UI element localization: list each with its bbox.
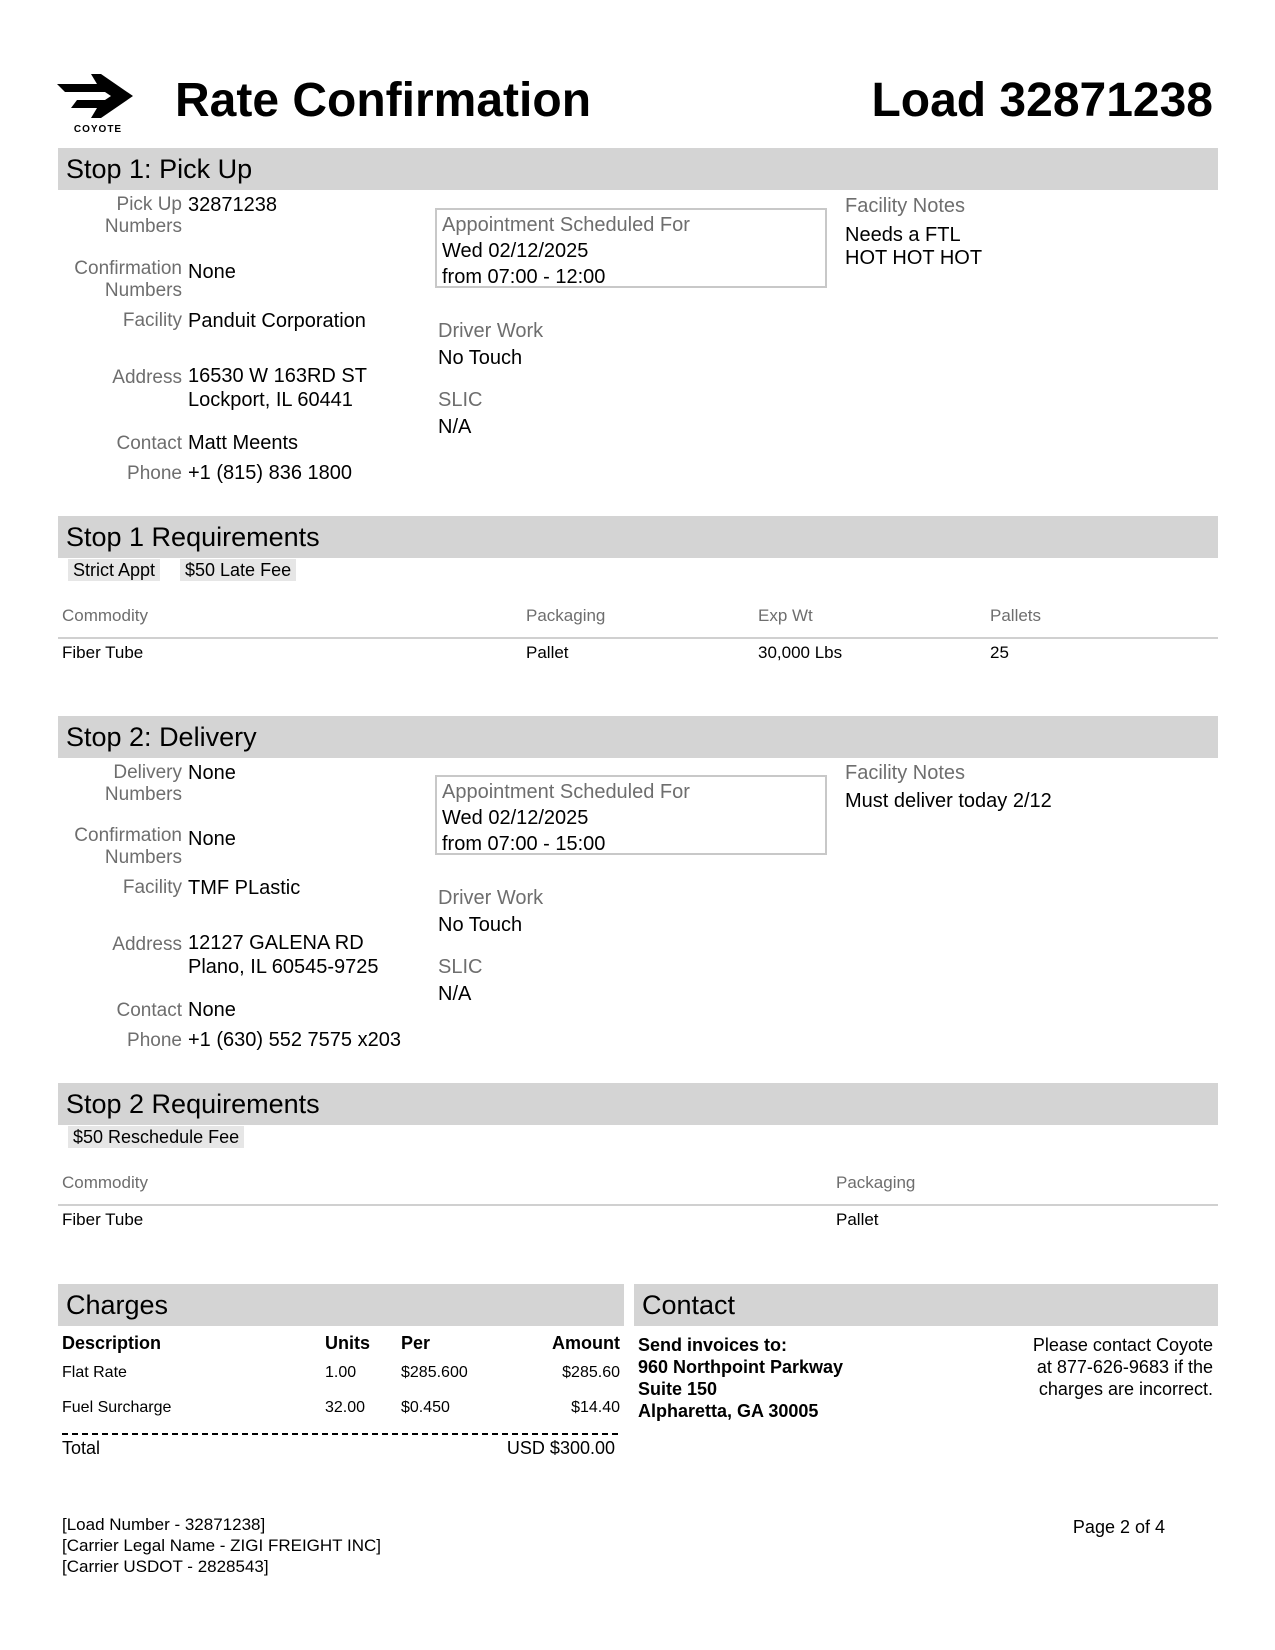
- stop2-requirements-title: Stop 2 Requirements: [66, 1089, 320, 1119]
- stop1-contact-label: Contact: [116, 433, 182, 454]
- stop2-address-label: Address: [112, 934, 182, 955]
- stop2-appt-time: from 07:00 - 15:00: [442, 833, 606, 855]
- charges-title: Charges: [66, 1290, 169, 1320]
- charges-row2-units: 32.00: [325, 1399, 366, 1416]
- charges-row2-description: Fuel Surcharge: [62, 1399, 172, 1416]
- stop2-title: Stop 2: Delivery: [66, 722, 257, 752]
- stop1-numbers-label: Pick Up Numbers: [104, 194, 182, 237]
- contact-note-line2: at 877-626-9683 if the: [1036, 1357, 1213, 1377]
- stop1-driver-work-value: No Touch: [438, 347, 523, 369]
- stop1-appt-label: Appointment Scheduled For: [442, 214, 690, 236]
- stop1-appointment-box: [435, 208, 827, 288]
- stop1-tag-strict-appt: Strict Appt: [68, 559, 160, 581]
- stop1-row-exp-wt: 30,000 Lbs: [758, 643, 843, 662]
- stop1-facility-label: Facility: [122, 310, 182, 331]
- contact-title: Contact: [642, 1290, 736, 1320]
- stop1-row-pallets: 25: [990, 643, 1009, 662]
- footer-load-number: [Load Number - 32871238]: [62, 1515, 266, 1534]
- stop2-table-divider: [58, 1204, 1218, 1206]
- stop1-requirements-title: Stop 1 Requirements: [66, 522, 320, 552]
- stop1-slic-label: SLIC: [438, 389, 483, 411]
- logo-text: COYOTE: [73, 124, 123, 135]
- stop2-facility-label: Facility: [122, 877, 182, 898]
- charges-col-per: Per: [401, 1333, 431, 1353]
- stop1-confirmation-label: Confirmation Numbers: [74, 258, 182, 301]
- stop2-col-commodity: Commodity: [62, 1173, 148, 1192]
- stop2-tag-reschedule-fee: $50 Reschedule Fee: [68, 1126, 244, 1148]
- stop1-confirmation-value: None: [188, 261, 236, 283]
- stop2-phone-value: +1 (630) 552 7575 x203: [188, 1029, 401, 1051]
- stop1-tag-late-fee: $50 Late Fee: [180, 559, 296, 581]
- page-title: Rate Confirmation: [175, 74, 592, 127]
- stop2-appointment-box: [435, 775, 827, 855]
- stop1-col-packaging: Packaging: [526, 606, 606, 625]
- charges-row1-per: $285.600: [401, 1364, 468, 1381]
- stop1-facility-notes-line2: HOT HOT HOT: [845, 247, 983, 269]
- contact-address-line1: 960 Northpoint Parkway: [638, 1357, 844, 1377]
- stop1-title: Stop 1: Pick Up: [66, 154, 253, 184]
- stop1-driver-work-label: Driver Work: [438, 320, 544, 342]
- page-number: Page 2 of 4: [1072, 1517, 1165, 1537]
- stop2-slic-label: SLIC: [438, 956, 483, 978]
- charges-col-description: Description: [62, 1333, 162, 1353]
- charges-row2-amount: $14.40: [571, 1399, 620, 1416]
- coyote-logo-icon: [57, 72, 137, 122]
- stop1-address-line1: 16530 W 163RD ST: [188, 365, 367, 387]
- contact-note-line3: charges are incorrect.: [1038, 1379, 1213, 1399]
- stop2-facility-notes-line1: Must deliver today 2/12: [845, 790, 1052, 812]
- footer-carrier-name: [Carrier Legal Name - ZIGI FREIGHT INC]: [62, 1536, 381, 1555]
- stop2-confirmation-label: Confirmation Numbers: [74, 825, 182, 868]
- coyote-logo: [57, 72, 137, 138]
- stop2-col-packaging: Packaging: [836, 1173, 916, 1192]
- stop1-facility-notes-label: Facility Notes: [845, 195, 966, 217]
- charges-header: [58, 1284, 624, 1326]
- stop2-row-packaging: Pallet: [836, 1210, 879, 1229]
- stop2-appt-label: Appointment Scheduled For: [442, 781, 690, 803]
- stop1-requirements-header: [58, 516, 1218, 558]
- charges-total-divider: [62, 1433, 618, 1435]
- charges-row1-amount: $285.60: [562, 1364, 620, 1381]
- footer-carrier-usdot: [Carrier USDOT - 2828543]: [62, 1557, 269, 1576]
- stop2-confirmation-value: None: [188, 828, 236, 850]
- stop2-contact-label: Contact: [116, 1000, 182, 1021]
- stop1-phone-value: +1 (815) 836 1800: [188, 462, 353, 484]
- stop1-col-pallets: Pallets: [990, 606, 1042, 625]
- stop1-address-label: Address: [112, 367, 182, 388]
- stop2-slic-value: N/A: [438, 983, 472, 1005]
- stop1-table-divider: [58, 637, 1218, 639]
- stop1-phone-label: Phone: [127, 463, 182, 484]
- stop2-address-line2: Plano, IL 60545-9725: [188, 956, 379, 978]
- stop1-numbers-value: 32871238: [188, 194, 277, 216]
- stop1-row-commodity: Fiber Tube: [62, 643, 144, 662]
- stop2-appt-date: Wed 02/12/2025: [442, 807, 589, 829]
- contact-send-label: Send invoices to:: [638, 1335, 788, 1355]
- charges-col-amount: Amount: [552, 1333, 620, 1353]
- stop2-phone-label: Phone: [127, 1030, 182, 1051]
- stop2-numbers-value: None: [188, 762, 236, 784]
- stop1-facility-value: Panduit Corporation: [188, 310, 366, 332]
- contact-header: [634, 1284, 1218, 1326]
- stop1-appt-date: Wed 02/12/2025: [442, 240, 589, 262]
- stop1-slic-value: N/A: [438, 416, 472, 438]
- stop2-facility-notes-label: Facility Notes: [845, 762, 966, 784]
- stop2-driver-work-label: Driver Work: [438, 887, 544, 909]
- charges-total-label: Total: [62, 1438, 101, 1458]
- stop2-contact-value: None: [188, 999, 236, 1021]
- stop1-appt-time: from 07:00 - 12:00: [442, 266, 606, 288]
- stop2-header: [58, 716, 1218, 758]
- stop1-facility-notes-line1: Needs a FTL: [845, 224, 961, 246]
- contact-address-line3: Alpharetta, GA 30005: [638, 1401, 819, 1421]
- charges-row1-units: 1.00: [325, 1364, 357, 1381]
- stop2-address-line1: 12127 GALENA RD: [188, 932, 364, 954]
- stop1-address-line2: Lockport, IL 60441: [188, 389, 353, 411]
- charges-row2-per: $0.450: [401, 1399, 450, 1416]
- load-number-title: Load 32871238: [871, 74, 1213, 127]
- stop1-header: [58, 148, 1218, 190]
- stop1-col-commodity: Commodity: [62, 606, 148, 625]
- contact-address-line2: Suite 150: [638, 1379, 718, 1399]
- stop1-col-exp-wt: Exp Wt: [758, 606, 813, 625]
- charges-total-value: USD $300.00: [506, 1438, 615, 1458]
- stop2-requirements-header: [58, 1083, 1218, 1125]
- contact-note-line1: Please contact Coyote: [1032, 1335, 1213, 1355]
- stop1-contact-value: Matt Meents: [188, 432, 299, 454]
- charges-col-units: Units: [325, 1333, 370, 1353]
- stop2-facility-value: TMF PLastic: [188, 877, 301, 899]
- stop2-row-commodity: Fiber Tube: [62, 1210, 144, 1229]
- stop1-row-packaging: Pallet: [526, 643, 569, 662]
- stop2-driver-work-value: No Touch: [438, 914, 523, 936]
- charges-row1-description: Flat Rate: [62, 1364, 127, 1381]
- stop2-numbers-label: Delivery Numbers: [104, 762, 182, 805]
